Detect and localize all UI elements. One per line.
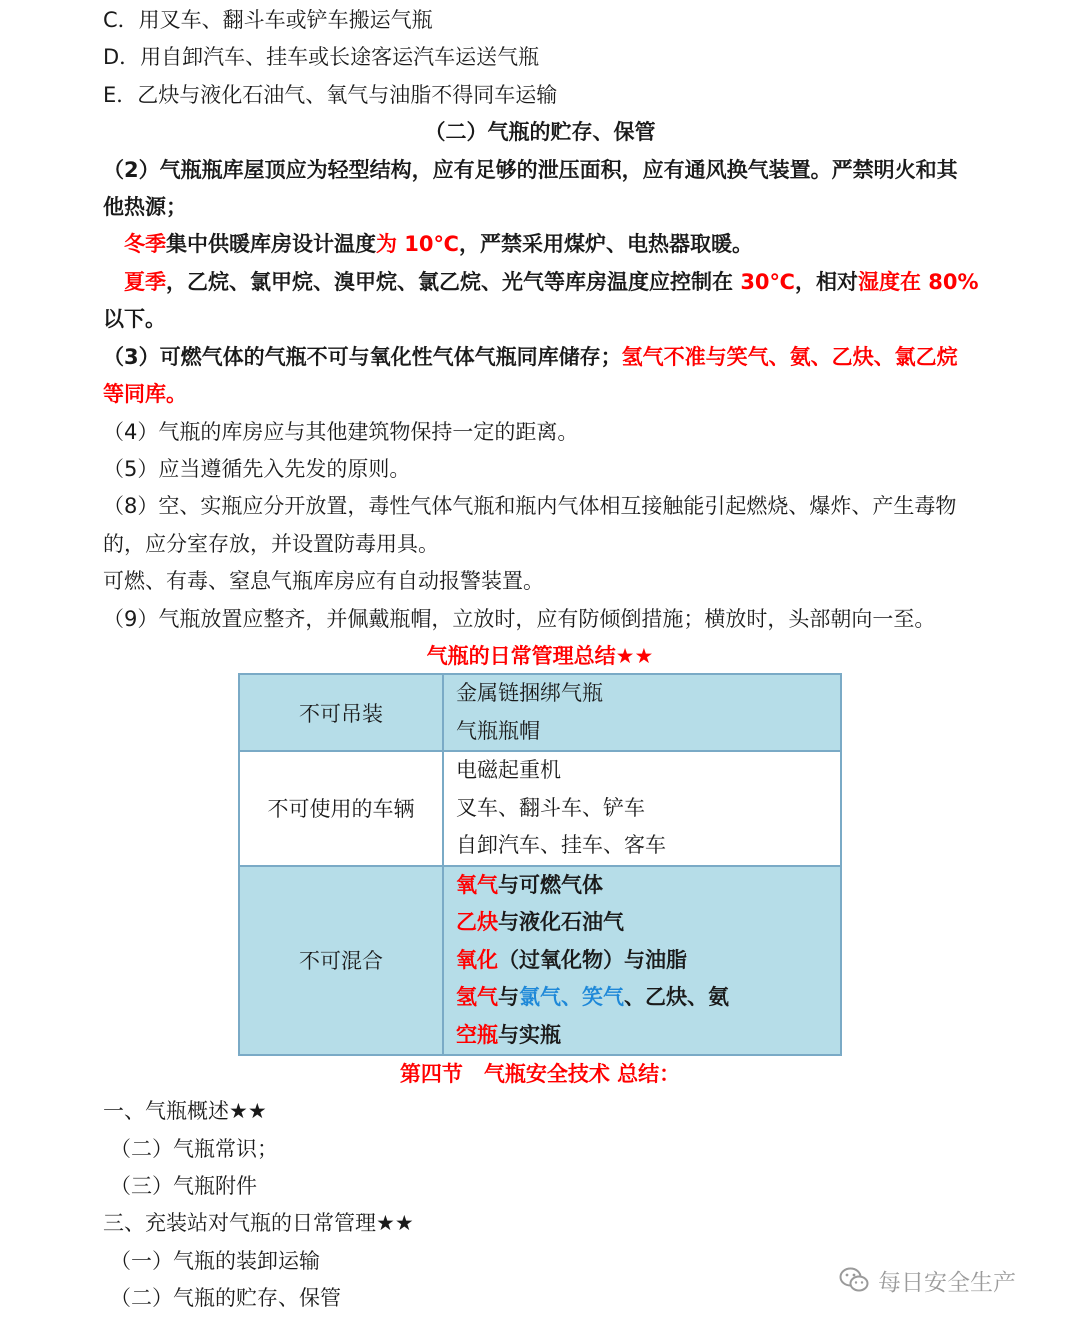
winter-text1: 集中供暖库房设计温度: [166, 232, 376, 256]
paragraph-3-red2: 等同库。: [103, 382, 187, 406]
summer-line2: 以下。: [103, 307, 166, 331]
mix-red-term: 乙炔: [456, 910, 498, 934]
mix-rest: 与液化石油气: [498, 910, 624, 934]
paragraph-2-line1: （2）气瓶瓶库屋顶应为轻型结构，应有足够的泄压面积，应有通风换气装置。严禁明火和其: [103, 158, 958, 182]
outline-item: （三）气瓶附件: [110, 1174, 257, 1198]
mix-rest: 、乙炔、氨: [624, 985, 729, 1009]
mix-red-term: 氧化: [456, 947, 498, 972]
table-item: 叉车、翻斗车、铲车: [456, 795, 645, 820]
table-items-cell: [443, 751, 841, 866]
mix-blue-term: 氯气、笑气: [519, 985, 624, 1009]
table-items-cell: [443, 866, 841, 1056]
summary-heading: 第四节 气瓶安全技术 总结：: [399, 1062, 681, 1086]
paragraph-4: （4）气瓶的库房应与其他建筑物保持一定的距离。: [103, 420, 579, 444]
list-item-e: E．乙炔与液化石油气、氧气与油脂不得同车运输: [103, 83, 558, 107]
summer-text1: ，乙烷、氯甲烷、溴甲烷、氯乙烷、光气等库房温度应控制在: [166, 270, 741, 294]
outline-item: （二）气瓶的贮存、保管: [110, 1286, 341, 1310]
summer-humidity: 湿度在 80%: [857, 270, 979, 294]
table-item: [456, 942, 840, 980]
mix-mid: 与: [498, 985, 519, 1009]
summer-temperature: 30℃: [740, 270, 795, 294]
mix-red-term: 氢气: [456, 985, 498, 1009]
summary-table: [238, 673, 842, 1056]
table-item: 金属链捆绑气瓶: [456, 681, 603, 705]
outline-item: （二）气瓶常识；: [110, 1137, 278, 1161]
paragraph-3-red1: 氢气不准与笑气、氨、乙炔、氯乙烷: [621, 345, 958, 369]
paragraph-2-line2: 他热源；: [103, 195, 187, 219]
mix-red-term: 空瓶: [456, 1022, 498, 1047]
paragraph-8-line2: 的，应分室存放，并设置防毒用具。: [103, 532, 439, 556]
outline-item: （一）气瓶的装卸运输: [110, 1249, 320, 1273]
mix-rest: 与实瓶: [498, 1022, 561, 1047]
winter-line: [124, 230, 753, 258]
table-item: [456, 867, 840, 905]
table-item: [456, 1017, 840, 1055]
list-item-c: C．用叉车、翻斗车或铲车搬运气瓶: [103, 8, 433, 32]
section-heading: （二）气瓶的贮存、保管: [424, 120, 656, 144]
winter-temperature: 为 10℃: [376, 232, 459, 256]
table-category-cell: 不可混合: [239, 866, 443, 1056]
table-title: 气瓶的日常管理总结★★: [426, 644, 654, 668]
table-row: [239, 674, 841, 751]
winter-text2: ，严禁采用煤炉、电热器取暖。: [458, 232, 753, 256]
table-item: [456, 904, 840, 942]
summer-line: [124, 268, 979, 296]
paragraph-8-line1: （8）空、实瓶应分开放置，毒性气体气瓶和瓶内气体相互接触能引起燃烧、爆炸、产生毒物: [103, 494, 957, 518]
paragraph-9: （9）气瓶放置应整齐，并佩戴瓶帽，立放时，应有防倾倒措施；横放时，头部朝向一至。: [103, 607, 936, 631]
table-item: 自卸汽车、挂车、客车: [456, 833, 666, 857]
winter-label: 冬季: [124, 232, 166, 256]
paragraph-5: （5）应当遵循先入先发的原则。: [103, 457, 411, 481]
table-items-cell: [443, 674, 841, 751]
mix-red-term: 氧气: [456, 872, 498, 897]
paragraph-alarm: 可燃、有毒、窒息气瓶库房应有自动报警装置。: [103, 569, 544, 593]
wechat-icon: [838, 1264, 870, 1296]
table-item: 电磁起重机: [456, 758, 561, 782]
table-item: [456, 979, 840, 1017]
mix-rest: 与可燃气体: [498, 872, 603, 897]
table-row: [239, 866, 841, 1056]
mix-rest: （过氧化物）与油脂: [498, 947, 687, 972]
table-category-cell: 不可使用的车辆: [239, 751, 443, 866]
watermark: [838, 1262, 1058, 1298]
outline-item: 三、充装站对气瓶的日常管理★★: [103, 1211, 414, 1235]
summer-label: 夏季: [124, 270, 166, 294]
table-category-cell: 不可吊装: [239, 674, 443, 751]
list-item-d: D．用自卸汽车、挂车或长途客运汽车运送气瓶: [103, 45, 540, 69]
paragraph-3-line1: [103, 343, 958, 371]
watermark-text: 每日安全生产: [878, 1269, 1016, 1296]
summer-text2: ，相对: [794, 270, 858, 294]
table-row: [239, 751, 841, 866]
paragraph-3-text: （3）可燃气体的气瓶不可与氧化性气体气瓶同库储存；: [103, 345, 622, 369]
outline-item: 一、气瓶概述★★: [103, 1099, 267, 1123]
table-item: 气瓶瓶帽: [456, 718, 540, 743]
